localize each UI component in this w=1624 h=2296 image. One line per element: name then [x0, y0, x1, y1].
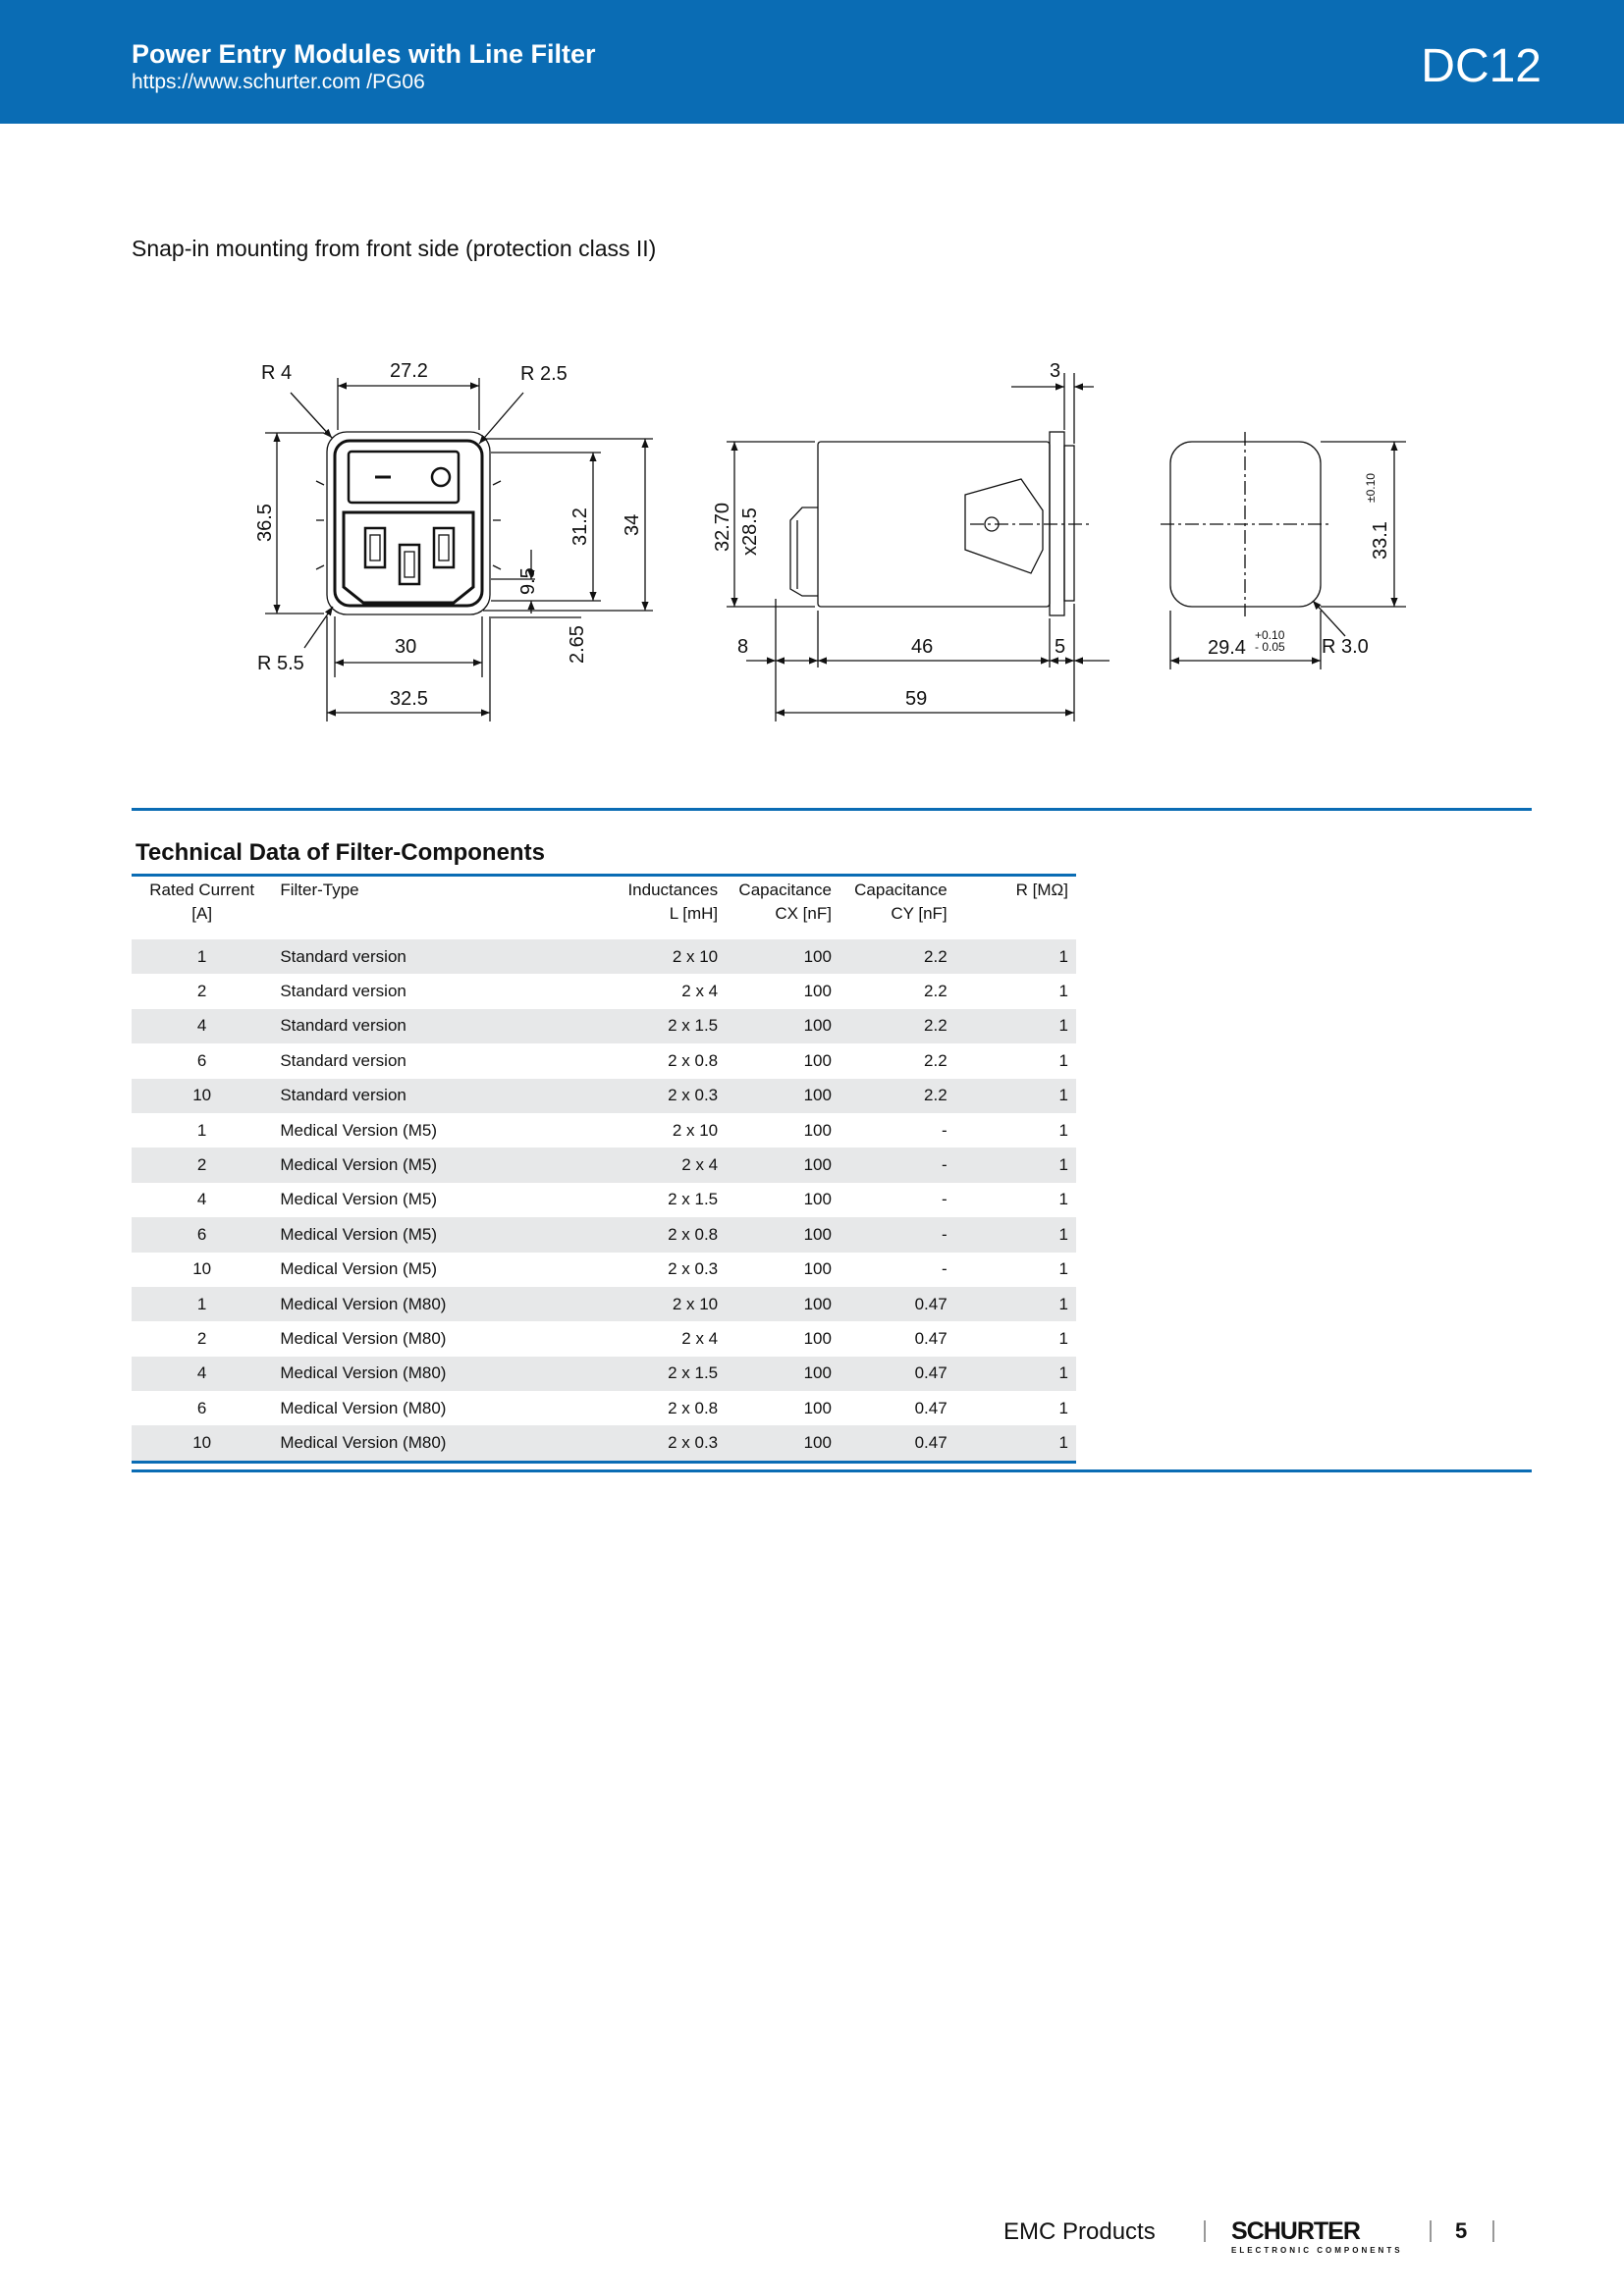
- table-cell: 100: [726, 1079, 839, 1113]
- column-header-line: Capacitance: [738, 881, 832, 899]
- table-cell: 0.47: [839, 1425, 955, 1462]
- table-cell: 4: [132, 1009, 272, 1043]
- drawing-subtitle: Snap-in mounting from front side (protection class II): [132, 236, 657, 261]
- table-cell: 100: [726, 1425, 839, 1462]
- table-cell: 0.47: [839, 1287, 955, 1321]
- dim-3: 3: [1050, 360, 1061, 382]
- table-row: [132, 1148, 1076, 1182]
- table-cell: 4: [196, 1190, 207, 1209]
- table-cell: 0.47: [914, 1328, 947, 1348]
- dim-r4: R 4: [261, 362, 293, 384]
- column-header: [603, 876, 726, 940]
- footer-divider: [1492, 2220, 1494, 2242]
- table-cell: 1: [132, 1287, 272, 1321]
- dim-r5-5: R 5.5: [257, 653, 304, 674]
- table-cell: 2 x 10: [603, 1287, 726, 1321]
- footer-divider: [1430, 2220, 1432, 2242]
- table-cell: Medical Version (M80): [280, 1328, 447, 1348]
- table-cell: 2 x 10: [672, 1120, 719, 1140]
- dim-5: 5: [1055, 636, 1066, 658]
- dim-34: 34: [622, 513, 643, 536]
- table-cell: Standard version: [272, 1079, 602, 1113]
- table-cell: 4: [132, 1357, 272, 1391]
- header-url[interactable]: https://www.schurter.com /PG06: [132, 71, 425, 93]
- dim-x28-5: x28.5: [739, 507, 761, 556]
- table-cell: -: [941, 1190, 947, 1209]
- table-cell: 2 x 0.3: [668, 1259, 719, 1279]
- column-header-line: Capacitance: [854, 881, 947, 899]
- table-row: [132, 1287, 1076, 1321]
- table-cell: 2.2: [839, 939, 955, 974]
- table-cell: 1: [1058, 1398, 1068, 1417]
- table-cell: 2 x 0.8: [668, 1398, 719, 1417]
- table-cell: 100: [803, 1398, 832, 1417]
- table-cell: 1: [955, 939, 1076, 974]
- table-row: [132, 1357, 1076, 1391]
- front-outer-frame: [327, 432, 490, 614]
- table-cell: Medical Version (M80): [280, 1398, 447, 1417]
- table-cell: Medical Version (M5): [272, 1148, 602, 1182]
- table-cell: 100: [726, 1009, 839, 1043]
- table-cell: 100: [803, 982, 832, 1001]
- dim-33-1-tolerance: ±0.10: [1364, 473, 1378, 503]
- table-cell: 100: [803, 1259, 832, 1279]
- table-row: [132, 1321, 1076, 1356]
- dim-36-5: 36.5: [254, 504, 276, 542]
- table-cell: 2 x 10: [603, 939, 726, 974]
- table-cell: 1: [955, 1009, 1076, 1043]
- dim-33-1: 33.1: [1370, 521, 1391, 560]
- table-cell: Standard version: [272, 1009, 602, 1043]
- table-cell: Standard version: [280, 1050, 406, 1070]
- column-header: [955, 876, 1076, 940]
- dim-32-70: 32.70: [712, 502, 733, 552]
- dim-8: 8: [737, 636, 749, 658]
- column-header: [726, 876, 839, 940]
- table-cell: 100: [726, 1287, 839, 1321]
- table-cell: 1: [955, 1425, 1076, 1462]
- table-cell: 2.2: [839, 1079, 955, 1113]
- table-cell: 1: [955, 1357, 1076, 1391]
- page-number: 5: [1455, 2218, 1468, 2243]
- table-cell: 1: [955, 1079, 1076, 1113]
- table-cell: 2: [196, 1328, 207, 1348]
- table-cell: 6: [196, 1398, 207, 1417]
- table-cell: 2: [196, 982, 207, 1001]
- dim-46: 46: [911, 636, 934, 658]
- table-cell: 2 x 0.8: [668, 1050, 719, 1070]
- table-cell: 2 x 4: [681, 982, 719, 1001]
- column-header-line: L [mH]: [669, 904, 719, 923]
- product-code: DC12: [1421, 40, 1542, 92]
- table-cell: 2.2: [839, 1009, 955, 1043]
- table-cell: 10: [192, 1259, 212, 1279]
- table-cell: 1: [1058, 1050, 1068, 1070]
- switch-window: [349, 452, 459, 503]
- column-header-line: CX [nF]: [775, 904, 832, 923]
- table-row: [132, 974, 1076, 1008]
- table-cell: 100: [726, 939, 839, 974]
- table-cell: Medical Version (M5): [272, 1217, 602, 1252]
- section-rule-bottom: [132, 1469, 1532, 1472]
- column-header-line: CY [nF]: [891, 904, 947, 923]
- table-cell: 1: [955, 1287, 1076, 1321]
- table-row: [132, 1253, 1076, 1287]
- table-cell: Medical Version (M5): [280, 1120, 437, 1140]
- table-cell: 100: [803, 1050, 832, 1070]
- table-cell: Medical Version (M80): [272, 1287, 602, 1321]
- table-cell: 2: [132, 1148, 272, 1182]
- footer-section-label: EMC Products: [1003, 2218, 1156, 2245]
- page-header: [0, 0, 1624, 124]
- table-row: [132, 1425, 1076, 1462]
- table-cell: Medical Version (M80): [272, 1425, 602, 1462]
- column-header-line: Rated Current: [149, 881, 255, 899]
- dim-32-5: 32.5: [390, 688, 428, 710]
- dim-29-4-tol-plus: +0.10: [1255, 628, 1285, 642]
- dim-31-2: 31.2: [569, 507, 591, 546]
- footer-divider: [1204, 2220, 1206, 2242]
- table-title: Technical Data of Filter-Components: [135, 839, 545, 866]
- table-cell: 100: [726, 1148, 839, 1182]
- table-row: [132, 1391, 1076, 1425]
- table-cell: 2 x 1.5: [603, 1357, 726, 1391]
- switch-circle-icon: [432, 468, 450, 486]
- dimension-drawing: [0, 294, 1624, 746]
- table-cell: 2 x 0.3: [603, 1425, 726, 1462]
- column-header-line: Filter-Type: [280, 881, 359, 899]
- table-cell: -: [941, 1259, 947, 1279]
- table-cell: 10: [132, 1425, 272, 1462]
- table-cell: 6: [196, 1050, 207, 1070]
- dim-29-4: 29.4: [1208, 637, 1246, 659]
- table-row: [132, 1217, 1076, 1252]
- dim-r3-0: R 3.0: [1322, 636, 1369, 658]
- schurter-logo: SCHURTER: [1231, 2217, 1360, 2245]
- schurter-logo-tagline: ELECTRONIC COMPONENTS: [1231, 2246, 1403, 2255]
- table-cell: 1: [1058, 1190, 1068, 1209]
- dim-27-2: 27.2: [390, 360, 428, 382]
- table-cell: Medical Version (M5): [280, 1190, 437, 1209]
- table-row: [132, 1183, 1076, 1217]
- section-rule-top: [132, 808, 1532, 811]
- table-row: [132, 1043, 1076, 1078]
- table-cell: 1: [1058, 1328, 1068, 1348]
- table-cell: 2 x 1.5: [668, 1190, 719, 1209]
- table-row: [132, 1009, 1076, 1043]
- table-cell: -: [839, 1217, 955, 1252]
- table-cell: 100: [803, 1328, 832, 1348]
- table-cell: 0.47: [914, 1398, 947, 1417]
- dim-r2-5: R 2.5: [520, 363, 568, 385]
- table-row: [132, 1113, 1076, 1148]
- table-row: [132, 1079, 1076, 1113]
- dim-29-4-tol-minus: - 0.05: [1255, 640, 1285, 654]
- table-cell: 2 x 1.5: [603, 1009, 726, 1043]
- table-cell: -: [839, 1148, 955, 1182]
- table-cell: 100: [803, 1190, 832, 1209]
- table-cell: Standard version: [272, 939, 602, 974]
- table-cell: 6: [132, 1217, 272, 1252]
- table-cell: 100: [726, 1217, 839, 1252]
- table-cell: Standard version: [280, 982, 406, 1001]
- dim-59: 59: [905, 688, 928, 710]
- table-cell: 1: [1058, 982, 1068, 1001]
- header-title: Power Entry Modules with Line Filter: [132, 39, 596, 69]
- table-cell: 0.47: [839, 1357, 955, 1391]
- table-cell: 1: [132, 939, 272, 974]
- column-header-line: [A]: [191, 904, 213, 923]
- column-header-line: R [MΩ]: [1015, 881, 1068, 899]
- dim-30: 30: [395, 636, 417, 658]
- table-cell: 1: [1058, 1259, 1068, 1279]
- table-cell: 1: [196, 1120, 207, 1140]
- table-cell: 2.2: [924, 1050, 947, 1070]
- column-header: [132, 876, 272, 940]
- filter-components-table: [132, 874, 1076, 1464]
- table-cell: 2 x 4: [603, 1148, 726, 1182]
- table-cell: 2 x 4: [681, 1328, 719, 1348]
- dim-2-65: 2.65: [567, 625, 588, 664]
- table-cell: 2.2: [924, 982, 947, 1001]
- table-cell: Medical Version (M80): [272, 1357, 602, 1391]
- table-cell: -: [941, 1120, 947, 1140]
- table-cell: Medical Version (M5): [280, 1259, 437, 1279]
- column-header-line: Inductances: [627, 881, 719, 899]
- table-cell: 100: [803, 1120, 832, 1140]
- table-row: [132, 939, 1076, 974]
- table-cell: 2 x 0.8: [603, 1217, 726, 1252]
- table-cell: 10: [132, 1079, 272, 1113]
- table-cell: 1: [1058, 1120, 1068, 1140]
- table-cell: 2 x 0.3: [603, 1079, 726, 1113]
- table-cell: 1: [955, 1148, 1076, 1182]
- table-cell: 100: [726, 1357, 839, 1391]
- table-cell: 1: [955, 1217, 1076, 1252]
- column-header: [839, 876, 955, 940]
- column-header: [272, 876, 602, 940]
- dim-9-5: 9.5: [517, 567, 539, 595]
